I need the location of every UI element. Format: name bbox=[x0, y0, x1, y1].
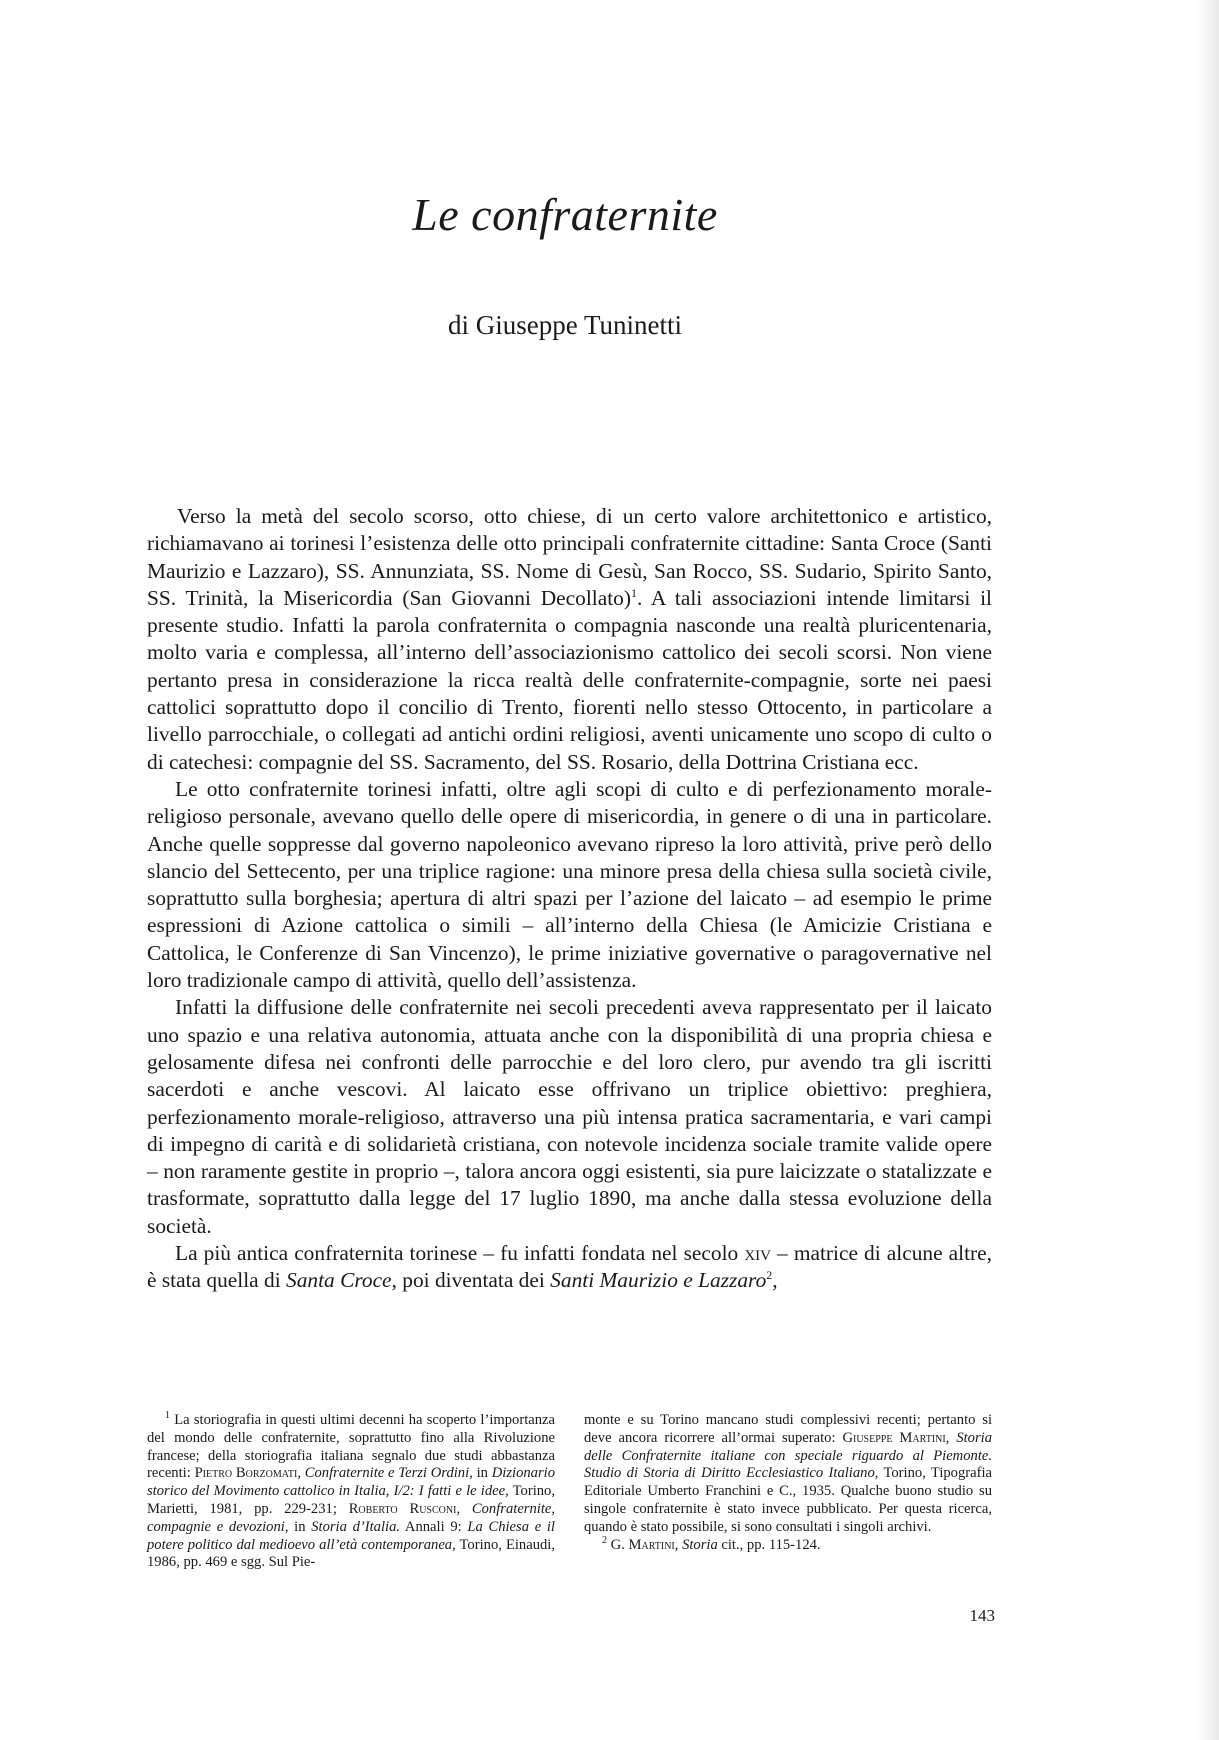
footnotes bbox=[147, 1412, 992, 1572]
page-edge-shadow bbox=[1197, 0, 1219, 1740]
footnote-column-right bbox=[584, 1412, 992, 1572]
paragraph-2: Le otto confraternite torinesi infatti, oltre agli scopi di culto e di perfezionamento morale-religioso personale, avevano quello delle opere di misericordia, in genere o di una in particolare. Anche quelle soppresse dal governo napoleonico avevano ripreso la loro attività, prive però dello slancio del Settecento, per una triplice ragione: una minore presa della chiesa sulla società civile, soprattutto sulla borghesia; apertura di altri spazi per l’azione del laicato – ad esempio le prime espressioni di Azione cattolica o simili – all’interno della Chiesa (le Amicizie Cristiana e Cattolica, le Conferenze di San Vincenzo), le prime iniziative governative o paragovernative nel loro tradizionale campo di attività, quello dell’assistenza. bbox=[147, 776, 992, 993]
article-title: Le confraternite bbox=[412, 189, 718, 240]
footnote-1-continued: monte e su Torino mancano studi complessivi recenti; pertanto si deve ancora ricorrere all’ormai superato: Giuseppe Martini, Storia delle Confraternite italiane con speciale riguardo al Piemonte. Studio di Storia di Diritto Ecclesiastico Italiano, Torino, Tipografia Editoriale Umberto Franchini e C., 1935. Qualche buono studio su singole confraternite è stato invece pubblicato. Per questa ricerca, quando è stato possibile, si sono consultati i singoli archivi. bbox=[584, 1412, 993, 1535]
paragraph-1: Verso la metà del secolo scorso, otto chiese, di un certo valore architettonico e artistico, richiamavano ai torinesi l’esistenza delle otto principali confraternite cittadine: Santa Croce (Santi Maurizio e Lazzaro), SS. Annunziata, SS. Nome di Gesù, San Rocco, SS. Sudario, Spirito Santo, SS. Trinità, la Misericordia (San Giovanni Decollato)$^1$. A tali associazioni intende limitarsi il presente studio. Infatti la parola confraternita o compagnia nasconde una realtà pluricentenaria, molto varia e complessa, all’interno dell’associazionismo cattolico dei secoli scorsi. Non viene pertanto presa in considerazione la ricca realtà delle confraternite-compagnie, sorte nei paesi cattolici soprattutto dopo il concilio di Trento, fiorenti nello stesso Ottocento, in particolare a livello parrocchiale, o collegati ad antichi ordini religiosi, aventi unicamente uno scopo di culto o di catechesi: compagnie del SS. Sacramento, del SS. Rosario, della Dottrina Cristiana ecc. bbox=[147, 504, 992, 774]
paragraph-4: La più antica confraternita torinese – fu infatti fondata nel secolo xiv – matrice di alcune altre, è stata quella di Santa Croce, poi diventata dei Santi Maurizio e Lazzaro$^2$, bbox=[147, 1241, 992, 1293]
footnote-ref-1: 1 bbox=[630, 585, 637, 600]
footnote-1: $^1$ La storiografia in questi ultimi decenni ha scoperto l’importanza del mondo delle confraternite, soprattutto fino alla Rivoluzione francese; della storiografia italiana segnalo due studi abbastanza recenti: Pietro Borzomati, Confraternite e Terzi Ordini, in Dizionario storico del Movimento cattolico in Italia, I/2: I fatti e le idee, Torino, Marietti, 1981, pp. 229-231; Roberto Rusconi, Confraternite, compagnie e devozioni, in Storia d’Italia. Annali 9: La Chiesa e il potere politico dal medioevo all’età contemporanea, Torino, Einaudi, 1986, pp. 469 e sgg. Sul Pie- bbox=[147, 1410, 556, 1571]
page-number: 143 bbox=[969, 1606, 995, 1625]
footnote-ref-2: 2 bbox=[766, 1268, 773, 1283]
article-body bbox=[147, 503, 992, 1295]
article-author: di Giuseppe Tuninetti bbox=[447, 310, 683, 340]
century-numeral: xiv bbox=[744, 1241, 771, 1266]
footnote-column-left bbox=[147, 1412, 555, 1572]
paragraph-3: Infatti la diffusione delle confraternite nei secoli precedenti aveva rappresentato per il laicato uno spazio e una relativa autonomia, attuata anche con la disponibilità di una propria chiesa e gelosamente difesa nei confronti delle parrocchie e del loro clero, pur avendo tra gli iscritti sacerdoti e anche vescovi. Al laicato esse offrivano un triplice obiettivo: preghiera, perfezionamento morale-religioso, attraverso una più intensa pratica sacramentaria, e vari campi di impegno di carità e di solidarietà cristiana, con notevole incidenza sociale tramite valide opere – non raramente gestite in proprio –, talora ancora oggi esistenti, sia pure laicizzate o statalizzate e trasformate, soprattutto dalla legge del 17 luglio 1890, ma anche dalla stessa evoluzione della società. bbox=[147, 995, 992, 1238]
footnote-2: $^2$ G. Martini, Storia cit., pp. 115-124. bbox=[602, 1534, 821, 1553]
